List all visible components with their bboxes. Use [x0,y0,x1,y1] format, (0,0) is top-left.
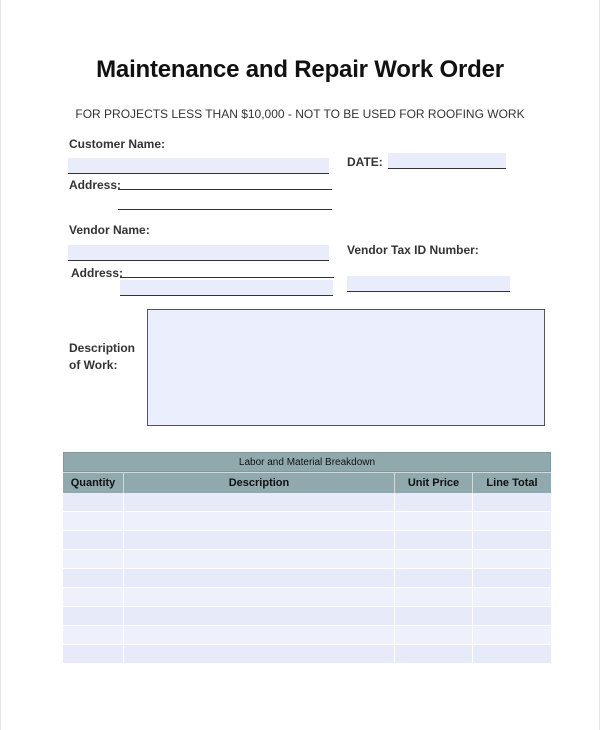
labor-material-table [63,452,551,664]
description-cell[interactable] [124,607,395,625]
line-total-cell[interactable] [473,493,551,511]
date-label: DATE: [347,155,383,169]
line-total-cell[interactable] [473,588,551,606]
quantity-cell[interactable] [63,569,124,587]
description-label-line-1: Description [69,341,136,355]
description-cell[interactable] [124,531,395,549]
vendor-name-label: Vendor Name: [69,223,150,237]
customer-address-line-2[interactable] [118,209,332,210]
column-header-line-total: Line Total [486,477,538,489]
form-subtitle: FOR PROJECTS LESS THAN $10,000 - NOT TO BE USED FOR ROOFING WORK [75,107,525,121]
unit-price-cell[interactable] [395,531,473,549]
unit-price-cell[interactable] [395,626,473,644]
unit-price-cell[interactable] [395,645,473,663]
table-row [63,626,551,645]
description-label [69,340,135,374]
quantity-cell[interactable] [63,645,124,663]
column-header-description: Description [124,473,395,493]
description-cell[interactable] [124,550,395,568]
customer-name-field[interactable] [68,158,329,174]
table-row [63,493,551,512]
vendor-tax-id-field[interactable] [347,276,510,292]
description-cell[interactable] [124,493,395,511]
date-field[interactable] [388,153,506,169]
customer-address-label: Address: [69,178,122,192]
unit-price-cell[interactable] [395,493,473,511]
description-cell[interactable] [124,626,395,644]
quantity-cell[interactable] [63,588,124,606]
table-body [63,493,551,664]
line-total-cell[interactable] [473,626,551,644]
column-header-quantity: Quantity [63,473,124,493]
table-row [63,569,551,588]
quantity-cell[interactable] [63,550,124,568]
unit-price-cell[interactable] [395,588,473,606]
line-total-cell[interactable] [473,512,551,530]
line-total-cell[interactable] [473,531,551,549]
quantity-cell[interactable] [63,493,124,511]
table-row [63,512,551,531]
line-total-cell[interactable] [473,550,551,568]
table-title: Labor and Material Breakdown [63,452,551,472]
customer-name-label: Customer Name: [69,137,166,151]
description-cell[interactable] [124,569,395,587]
line-total-cell[interactable] [473,607,551,625]
quantity-cell[interactable] [63,512,124,530]
description-cell[interactable] [124,588,395,606]
vendor-name-field[interactable] [68,245,329,261]
quantity-cell[interactable] [63,531,124,549]
vendor-address-line-2[interactable] [120,280,333,296]
table-row [63,645,551,664]
quantity-cell[interactable] [63,626,124,644]
description-cell[interactable] [124,645,395,663]
line-total-cell[interactable] [473,569,551,587]
table-row [63,531,551,550]
description-of-work-field[interactable] [147,309,545,426]
table-row [63,550,551,569]
unit-price-cell[interactable] [395,512,473,530]
vendor-tax-id-label: Vendor Tax ID Number: [347,243,479,257]
quantity-cell[interactable] [63,607,124,625]
table-header-row [63,472,551,493]
unit-price-cell[interactable] [395,550,473,568]
description-label-line-2: of Work: [69,358,118,372]
vendor-address-label: Address: [71,266,124,280]
table-row [63,588,551,607]
description-cell[interactable] [124,512,395,530]
table-row [63,607,551,626]
form-title: Maintenance and Repair Work Order [96,56,504,83]
vendor-address-line-1[interactable] [120,277,334,278]
unit-price-cell[interactable] [395,569,473,587]
unit-price-cell[interactable] [395,607,473,625]
customer-address-line-1[interactable] [118,189,332,190]
column-header-unit-price: Unit Price [395,473,473,493]
line-total-cell[interactable] [473,645,551,663]
